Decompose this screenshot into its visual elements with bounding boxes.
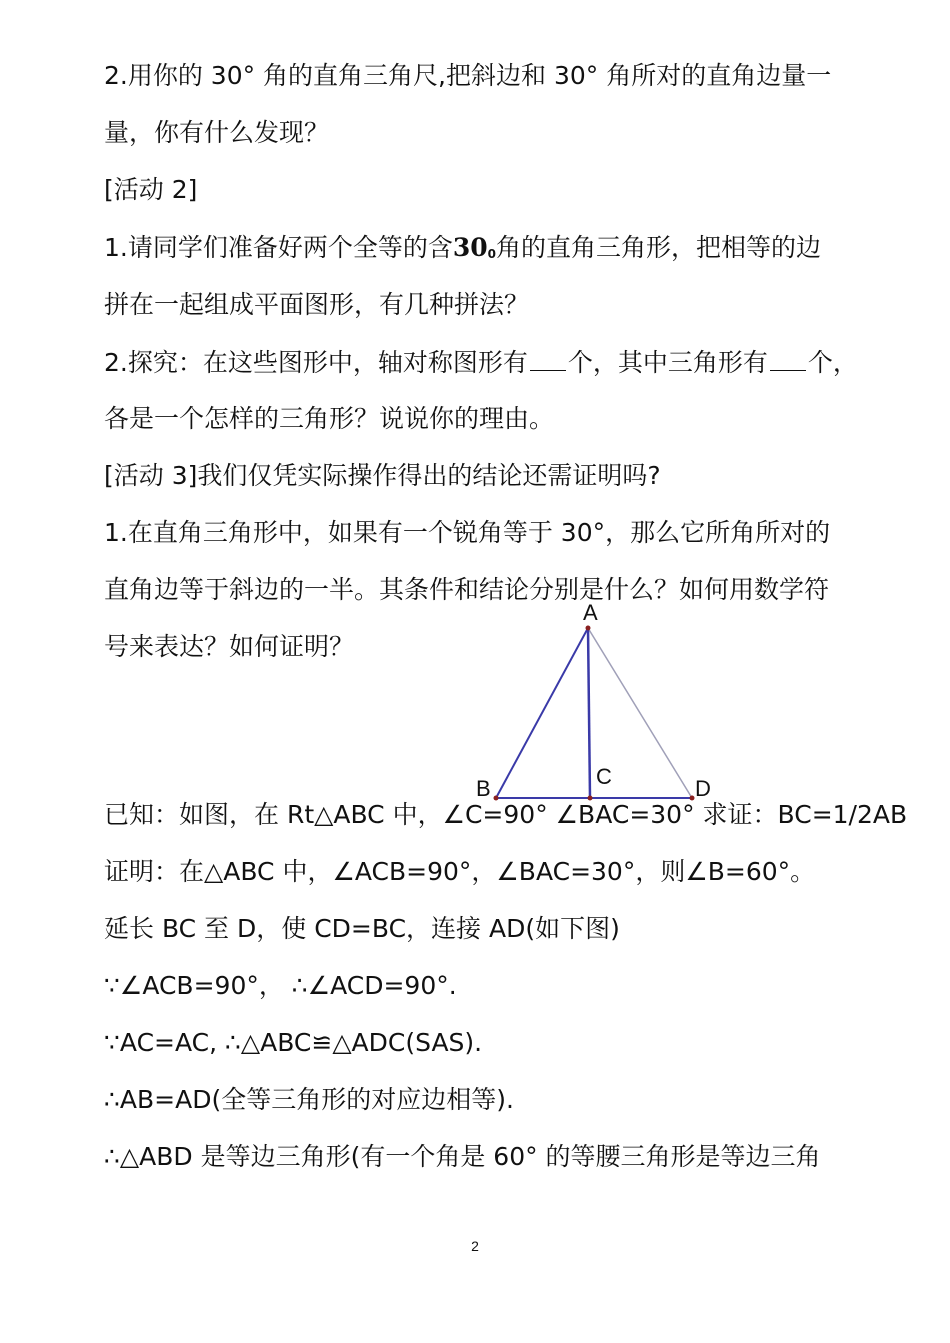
text-line-18: ∴△ABD 是等边三角形(有一个角是 60° 的等腰三角形是等边三角 [104, 1142, 821, 1171]
a2q1-number: 30 [452, 233, 488, 262]
text-line-11: 号来表达？如何证明？ [104, 632, 355, 661]
label-a: A [583, 600, 598, 625]
label-c: C [596, 764, 612, 789]
text-line-2: 量，你有什么发现？ [104, 118, 330, 147]
text-line-14: 延长 BC 至 D，使 CD=BC，连接 AD(如下图) [104, 914, 620, 943]
a2q1-after: 角的直角三角形，把相等的边 [496, 233, 822, 262]
activity-3-heading: [活动 3]我们仅凭实际操作得出的结论还需证明吗? [104, 461, 661, 490]
a2q2-part2: 个，其中三角形有 [567, 348, 768, 377]
text-line-5: 拼在一起组成平面图形，有几种拼法？ [104, 290, 530, 319]
answer-blank-1[interactable] [530, 346, 566, 371]
activity-2-heading: [活动 2] [104, 175, 198, 204]
triangle-figure [470, 600, 730, 810]
a2q2-part3: 个， [807, 348, 858, 377]
triangle-diagram [470, 600, 730, 810]
activity-2-question-2 [104, 346, 858, 379]
text-line-10: 直角边等于斜边的一半。其条件和结论分别是什么？如何用数学符 [104, 575, 830, 604]
text-line-12: 已知：如图，在 Rt△ABC 中，∠C=90° ∠BAC=30° 求证：BC=1/2AB [104, 800, 908, 829]
a2q2-part1: 2.探究：在这些图形中，轴对称图形有 [104, 348, 528, 377]
page-number: 2 [471, 1238, 479, 1254]
a2q1-before: 1.请同学们准备好两个全等的含 [104, 233, 453, 262]
label-b: B [476, 776, 491, 801]
text-line-7: 各是一个怎样的三角形？说说你的理由。 [104, 404, 555, 433]
label-d: D [695, 776, 711, 801]
a2q1-degree: 0 [487, 247, 497, 261]
activity-2-question-1 [104, 232, 849, 270]
text-line-15: ∵∠ACB=90°， ∴∠ACD=90°. [104, 971, 457, 1000]
text-line-13: 证明：在△ABC 中，∠ACB=90°，∠BAC=30°，则∠B=60°。 [104, 857, 816, 886]
segment-ab [496, 628, 588, 798]
point-a [586, 626, 591, 631]
text-line-17: ∴AB=AD(全等三角形的对应边相等). [104, 1085, 514, 1114]
answer-blank-2[interactable] [770, 346, 806, 371]
text-line-9: 1.在直角三角形中，如果有一个锐角等于 30°，那么它所角所对的 [104, 518, 831, 547]
segment-ac [588, 628, 590, 798]
text-line-1: 2.用你的 30° 角的直角三角尺,把斜边和 30° 角所对的直角边量一 [104, 61, 832, 90]
text-line-16: ∵AC=AC, ∴△ABC≌△ADC(SAS). [104, 1028, 483, 1057]
